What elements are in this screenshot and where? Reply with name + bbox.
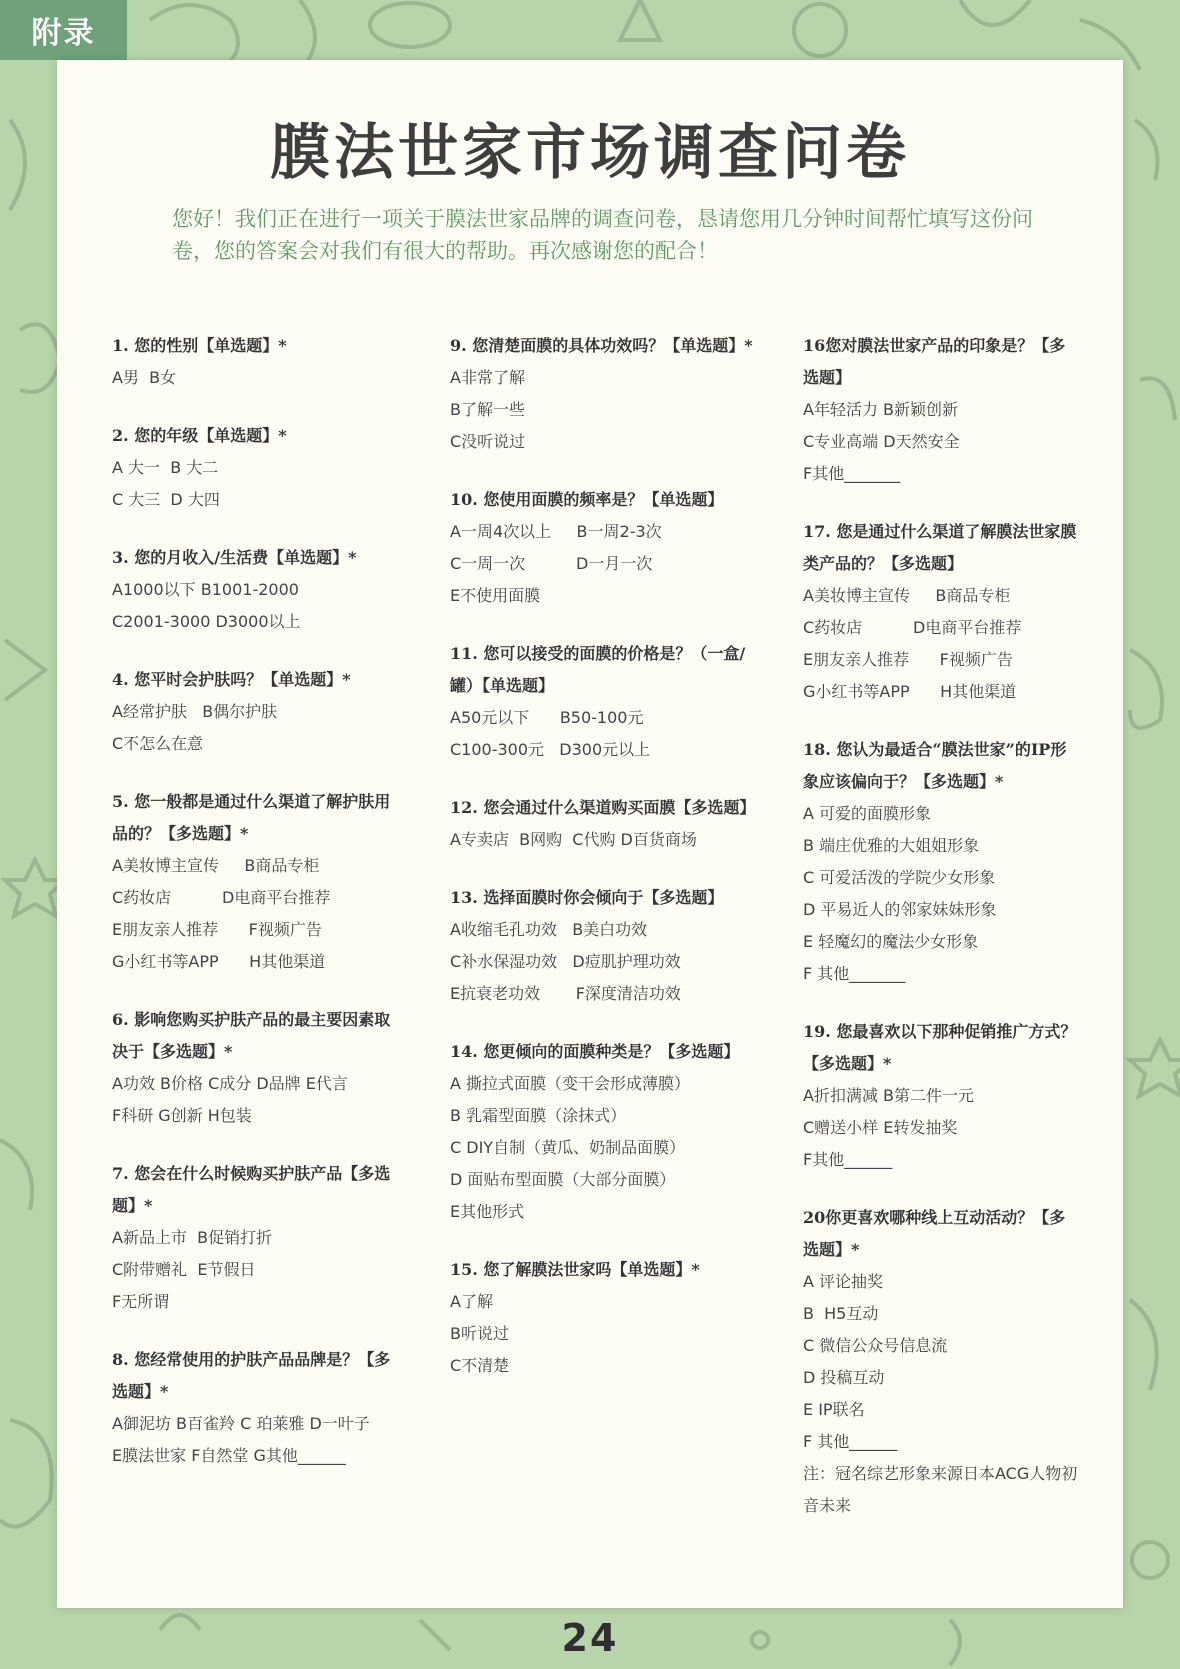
answer-options: C赠送小样 E转发抽奖 <box>803 1118 958 1137</box>
answer-options: B听说过 <box>450 1324 509 1343</box>
question-title: 12. 您会通过什么渠道购买面膜【多选题】 <box>450 798 756 817</box>
question-block <box>450 1036 760 1228</box>
question-block <box>450 792 760 856</box>
question-title: 4. 您平时会护肤吗？【单选题】* <box>112 670 351 689</box>
question-block <box>112 1344 402 1472</box>
question-title: 20你更喜欢哪种线上互动活动？【多选题】* <box>803 1208 1066 1259</box>
question-title: 1. 您的性别【单选题】* <box>112 336 287 355</box>
question-title: 17. 您是通过什么渠道了解膜法世家膜类产品的？【多选题】 <box>803 522 1077 573</box>
answer-options: E朋友亲人推荐 F视频广告 <box>803 650 1013 669</box>
answer-options: F无所谓 <box>112 1292 170 1311</box>
answer-options: G小红书等APP H其他渠道 <box>112 952 326 971</box>
answer-options: C补水保湿功效 D痘肌护理功效 <box>450 952 681 971</box>
question-block <box>112 330 402 394</box>
page-number: 24 <box>561 1616 619 1660</box>
answer-options: C100-300元 D300元以上 <box>450 740 651 759</box>
appendix-tag: 附录 <box>0 0 127 60</box>
question-title: 15. 您了解膜法世家吗【单选题】* <box>450 1260 700 1279</box>
question-block <box>450 638 760 766</box>
answer-options: C没听说过 <box>450 432 526 451</box>
answer-options: E抗衰老功效 F深度清洁功效 <box>450 984 681 1003</box>
question-title: 19. 您最喜欢以下那种促销推广方式？【多选题】* <box>803 1022 1077 1073</box>
answer-options: C 大三 D 大四 <box>112 490 220 509</box>
question-block <box>803 734 1078 990</box>
answer-options: A折扣满减 B第二件一元 <box>803 1086 975 1105</box>
question-block <box>450 484 760 612</box>
answer-options: E IP联名 <box>803 1400 865 1419</box>
question-title: 16您对膜法世家产品的印象是？【多选题】 <box>803 336 1066 387</box>
answer-options: C药妆店 D电商平台推荐 <box>112 888 331 907</box>
question-title: 7. 您会在什么时候购买护肤产品【多选题】* <box>112 1164 391 1215</box>
question-column-1 <box>112 330 402 1498</box>
answer-options: C 微信公众号信息流 <box>803 1336 948 1355</box>
answer-options: A年轻活力 B新颖创新 <box>803 400 959 419</box>
answer-options: B了解一些 <box>450 400 525 419</box>
answer-options: A 撕拉式面膜（变干会形成薄膜） <box>450 1074 691 1093</box>
answer-options: F其他______ <box>803 1150 893 1169</box>
question-block <box>112 542 402 638</box>
question-block <box>803 330 1078 490</box>
answer-options: A美妆博主宣传 B商品专柜 <box>112 856 320 875</box>
question-title: 13. 选择面膜时你会倾向于【多选题】 <box>450 888 724 907</box>
answer-options: E不使用面膜 <box>450 586 541 605</box>
answer-options: A非常了解 <box>450 368 525 387</box>
answer-options: F 其他_______ <box>803 964 906 983</box>
question-block <box>803 1016 1078 1176</box>
page-title: 膜法世家市场调查问卷 <box>270 118 910 188</box>
answer-options: C专业高端 D天然安全 <box>803 432 960 451</box>
answer-options: B 端庄优雅的大姐姐形象 <box>803 836 980 855</box>
answer-options: E 轻魔幻的魔法少女形象 <box>803 932 979 951</box>
answer-options: C附带赠礼 E节假日 <box>112 1260 256 1279</box>
answer-options: A经常护肤 B偶尔护肤 <box>112 702 278 721</box>
answer-options: E膜法世家 F自然堂 G其他______ <box>112 1446 346 1465</box>
answer-options: A了解 <box>450 1292 493 1311</box>
answer-options: A收缩毛孔功效 B美白功效 <box>450 920 648 939</box>
answer-options: A 大一 B 大二 <box>112 458 219 477</box>
answer-options: C 可爱活泼的学院少女形象 <box>803 868 996 887</box>
answer-options: D 平易近人的邻家妹妹形象 <box>803 900 997 919</box>
answer-options: D 投稿互动 <box>803 1368 885 1387</box>
answer-options: A功效 B价格 C成分 D品牌 E代言 <box>112 1074 348 1093</box>
question-title: 3. 您的月收入/生活费【单选题】* <box>112 548 357 567</box>
question-block <box>112 786 402 978</box>
question-title: 2. 您的年级【单选题】* <box>112 426 287 445</box>
question-title: 11. 您可以接受的面膜的价格是？（一盒/罐）【单选题】 <box>450 644 746 695</box>
question-block <box>450 882 760 1010</box>
intro-text: 您好！我们正在进行一项关于膜法世家品牌的调查问卷，恳请您用几分钟时间帮忙填写这份问卷，您的答案会对我们有很大的帮助。再次感谢您的配合！ <box>172 207 1033 263</box>
question-title: 5. 您一般都是通过什么渠道了解护肤用品的？【多选题】* <box>112 792 391 843</box>
answer-options: A新品上市 B促销打折 <box>112 1228 273 1247</box>
answer-options: C DIY自制（黄瓜、奶制品面膜） <box>450 1138 686 1157</box>
question-block <box>112 1158 402 1318</box>
answer-options: C不怎么在意 <box>112 734 204 753</box>
question-block <box>112 420 402 516</box>
answer-options: B 乳霜型面膜（涂抹式） <box>450 1106 627 1125</box>
answer-options: A1000以下 B1001-2000 <box>112 580 299 599</box>
answer-options: F 其他______ <box>803 1432 898 1451</box>
question-block <box>112 1004 402 1132</box>
answer-options: C2001-3000 D3000以上 <box>112 612 301 631</box>
answer-options: A男 B女 <box>112 368 177 387</box>
answer-options: B H5互动 <box>803 1304 879 1323</box>
survey-sheet <box>57 60 1123 1608</box>
answer-options: C一周一次 D一月一次 <box>450 554 653 573</box>
answer-options: A专卖店 B网购 C代购 D百货商场 <box>450 830 697 849</box>
answer-options: A一周4次以上 B一周2-3次 <box>450 522 662 541</box>
question-title: 10. 您使用面膜的频率是？【单选题】 <box>450 490 724 509</box>
question-block <box>803 1202 1078 1522</box>
answer-options: F科研 G创新 H包装 <box>112 1106 252 1125</box>
answer-options: A 可爱的面膜形象 <box>803 804 932 823</box>
question-title: 14. 您更倾向的面膜种类是？【多选题】 <box>450 1042 740 1061</box>
answer-options: G小红书等APP H其他渠道 <box>803 682 1017 701</box>
question-title: 6. 影响您购买护肤产品的最主要因素取决于【多选题】* <box>112 1010 391 1061</box>
answer-options: E其他形式 <box>450 1202 525 1221</box>
answer-options: C药妆店 D电商平台推荐 <box>803 618 1022 637</box>
question-column-2 <box>450 330 760 1408</box>
answer-options: D 面贴布型面膜（大部分面膜） <box>450 1170 676 1189</box>
question-block <box>450 330 760 458</box>
question-title: 9. 您清楚面膜的具体功效吗？【单选题】* <box>450 336 753 355</box>
question-title: 8. 您经常使用的护肤产品品牌是？【多选题】* <box>112 1350 391 1401</box>
answer-options: A50元以下 B50-100元 <box>450 708 644 727</box>
question-block <box>803 516 1078 708</box>
question-title: 18. 您认为最适合“膜法世家”的IP形象应该偏向于？【多选题】* <box>803 740 1067 791</box>
answer-options: F其他_______ <box>803 464 901 483</box>
answer-options: A 评论抽奖 <box>803 1272 884 1291</box>
question-column-3 <box>803 330 1078 1548</box>
question-block <box>112 664 402 760</box>
answer-options: A美妆博主宣传 B商品专柜 <box>803 586 1011 605</box>
answer-options: C不清楚 <box>450 1356 510 1375</box>
answer-options: A御泥坊 B百雀羚 C 珀莱雅 D一叶子 <box>112 1414 370 1433</box>
answer-options: E朋友亲人推荐 F视频广告 <box>112 920 322 939</box>
question-note: 注：冠名综艺形象来源日本ACG人物初音未来 <box>803 1464 1078 1515</box>
question-block <box>450 1254 760 1382</box>
